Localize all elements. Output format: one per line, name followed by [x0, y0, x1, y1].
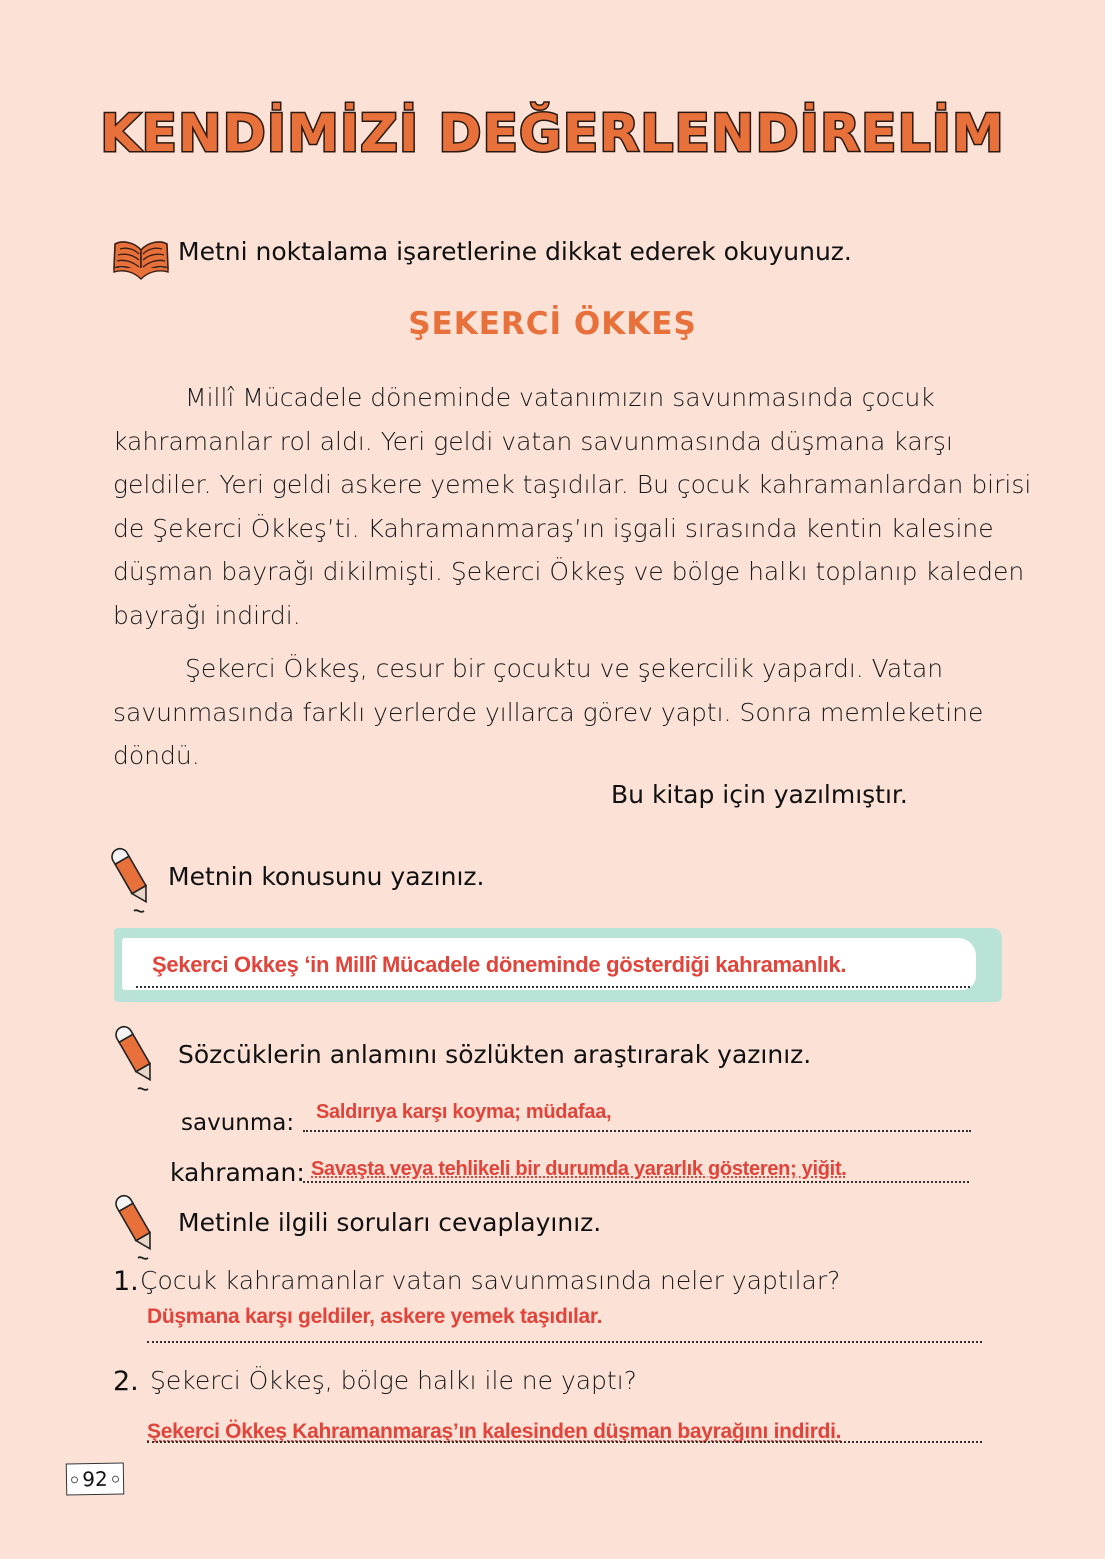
answer-line[interactable]	[303, 1181, 969, 1183]
question-number: 1.	[113, 1266, 139, 1297]
paragraph-line: Millî Mücadele döneminde vatanımızın savunmasında çocuk	[185, 383, 935, 412]
question-text: Çocuk kahramanlar vatan savunmasında neler yaptılar?	[140, 1266, 841, 1295]
topic-answer-box	[114, 928, 1002, 1002]
reading-instruction: Metni noktalama işaretlerine dikkat ederek okuyunuz.	[178, 237, 852, 266]
decorative-dot	[71, 1476, 78, 1483]
questions-instruction: Metinle ilgili soruları cevaplayınız.	[178, 1208, 602, 1237]
answer-line[interactable]	[147, 1341, 982, 1343]
page-number-badge	[66, 1462, 125, 1495]
question-text: Şekerci Ökkeş, bölge halkı ile ne yaptı?	[150, 1366, 637, 1395]
word-answer-kahraman: Savaşta veya tehlikeli bir durumda yararlık gösteren; yiğit.	[311, 1158, 847, 1180]
answer-line	[136, 986, 970, 988]
source-note: Bu kitap için yazılmıştır.	[611, 780, 908, 809]
topic-answer: Şekerci Okkeş ‘in Millî Mücadele döneminde gösterdiği kahramanlık.	[152, 952, 847, 977]
story-paragraph-2	[113, 647, 1003, 778]
pencil-icon	[114, 1192, 162, 1264]
answer-line[interactable]	[303, 1130, 971, 1132]
question-answer: Düşmana karşı geldiler, askere yemek taşıdılar.	[147, 1305, 603, 1328]
word-answer-savunma: Saldırıya karşı koyma; müdafaa,	[316, 1101, 612, 1123]
pencil-icon	[114, 1023, 162, 1095]
question-answer: Şekerci Ökkeş Kahramanmaraş’ın kalesinden düşman bayrağını indirdi.	[147, 1420, 842, 1443]
paragraph-line: döndü.	[113, 741, 200, 770]
question-number: 2.	[113, 1366, 139, 1397]
paragraph-line: kahramanlar rol aldı. Yeri geldi vatan savunmasında düşmana karşı	[113, 426, 953, 456]
story-paragraph-1	[113, 376, 1032, 637]
open-book-icon	[112, 238, 170, 280]
page-title: KENDİMİZİ DEĞERLENDİRELİM	[100, 104, 1005, 164]
word-label-savunma: savunma:	[181, 1110, 295, 1136]
topic-instruction: Metnin konusunu yazınız.	[168, 862, 485, 891]
word-label-kahraman: kahraman:	[170, 1158, 305, 1187]
decorative-dot	[112, 1476, 119, 1483]
paragraph-line: Şekerci Ökkeş, cesur bir çocuktu ve şekercilik yapardı. Vatan	[185, 654, 944, 683]
paragraph-line: savunmasında farklı yerlerde yıllarca görev yaptı. Sonra memleketine	[113, 697, 984, 727]
story-title: ŞEKERCİ ÖKKEŞ	[408, 306, 697, 342]
paragraph-line: de Şekerci Ökkeş’ti. Kahramanmaraş’ın işgali sırasında kentin kalesine	[113, 513, 994, 543]
pencil-icon	[110, 845, 158, 917]
paragraph-line: düşman bayrağı dikilmişti. Şekerci Ökkeş ve bölge halkı toplanıp kaleden	[113, 557, 1025, 586]
topic-answer-field[interactable]	[122, 938, 976, 990]
vocabulary-instruction: Sözcüklerin anlamını sözlükten araştırarak yazınız.	[178, 1040, 812, 1069]
answer-line[interactable]	[147, 1441, 982, 1443]
paragraph-line: bayrağı indirdi.	[113, 600, 301, 630]
page-number: 92	[82, 1466, 108, 1492]
paragraph-line: geldiler. Yeri geldi askere yemek taşıdılar. Bu çocuk kahramanlardan birisi	[113, 470, 1032, 499]
